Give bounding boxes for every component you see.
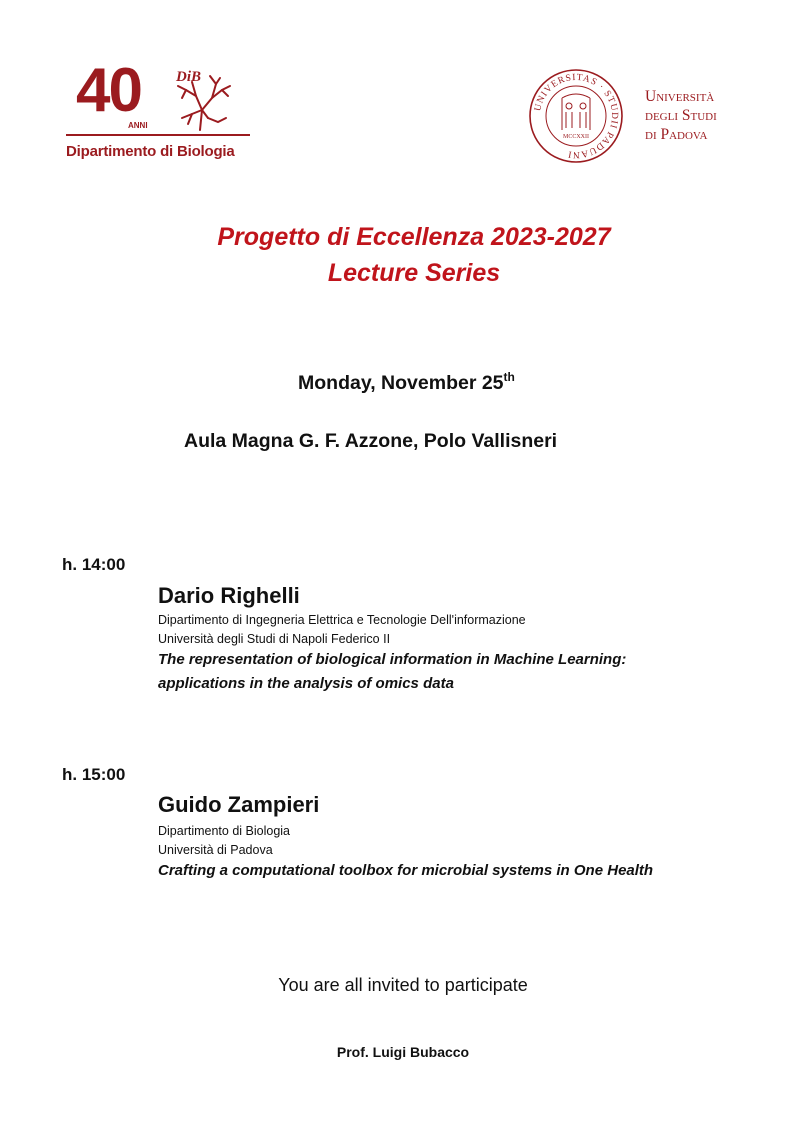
seal-inscription: UNIVERSITAS · STUDII PADUANI [533, 72, 620, 160]
dib-tree-icon [172, 66, 252, 132]
event-date-suffix: th [503, 370, 515, 384]
talk-1-speaker: Dario Righelli [158, 583, 300, 608]
seal-year: MCCXXII [562, 134, 590, 140]
series-title: Progetto di Eccellenza 2023-2027 [217, 223, 611, 251]
university-name [645, 87, 717, 144]
talk-1-affiliation-university: Università degli Studi di Napoli Federico II [158, 632, 391, 646]
event-venue: Aula Magna G. F. Azzone, Polo Vallisneri [184, 430, 558, 452]
talk-1-title-line-1: The representation of biological information in Machine Learning: [158, 651, 627, 668]
university-seal-icon [528, 68, 624, 164]
university-name-line-1: Università [645, 88, 715, 105]
logo-anniversary-number: 40 [76, 56, 141, 125]
event-date [298, 370, 515, 395]
organizer-name: Prof. Luigi Bubacco [336, 1044, 470, 1060]
talk-2-affiliation-department: Dipartimento di Biologia [158, 824, 291, 838]
logo-divider [66, 134, 250, 136]
talk-2-speaker: Guido Zampieri [158, 792, 320, 817]
event-date-text: Monday, November 25 [298, 372, 504, 394]
talk-1-time: h. 14:00 [62, 555, 126, 574]
invitation-text: You are all invited to participate [278, 975, 528, 995]
logo-tree-letters: DiB [176, 69, 202, 85]
series-subtitle: Lecture Series [327, 259, 501, 287]
university-name-line-2: degli Studi [645, 107, 717, 124]
talk-2-title: Crafting a computational toolbox for microbial systems in One Health [158, 862, 654, 879]
dib-40-anni-logo [60, 56, 260, 164]
talk-2-time: h. 15:00 [62, 765, 126, 784]
department-name: Dipartimento di Biologia [66, 143, 235, 160]
talk-1-affiliation-department: Dipartimento di Ingegneria Elettrica e Tecnologie Dell'informazione [158, 613, 526, 627]
university-name-line-3: di Padova [645, 126, 708, 143]
talk-2-affiliation-university: Università di Padova [158, 843, 273, 857]
logo-anni-label: ANNI [128, 121, 148, 130]
talk-1-title-line-2: applications in the analysis of omics data [158, 675, 454, 692]
